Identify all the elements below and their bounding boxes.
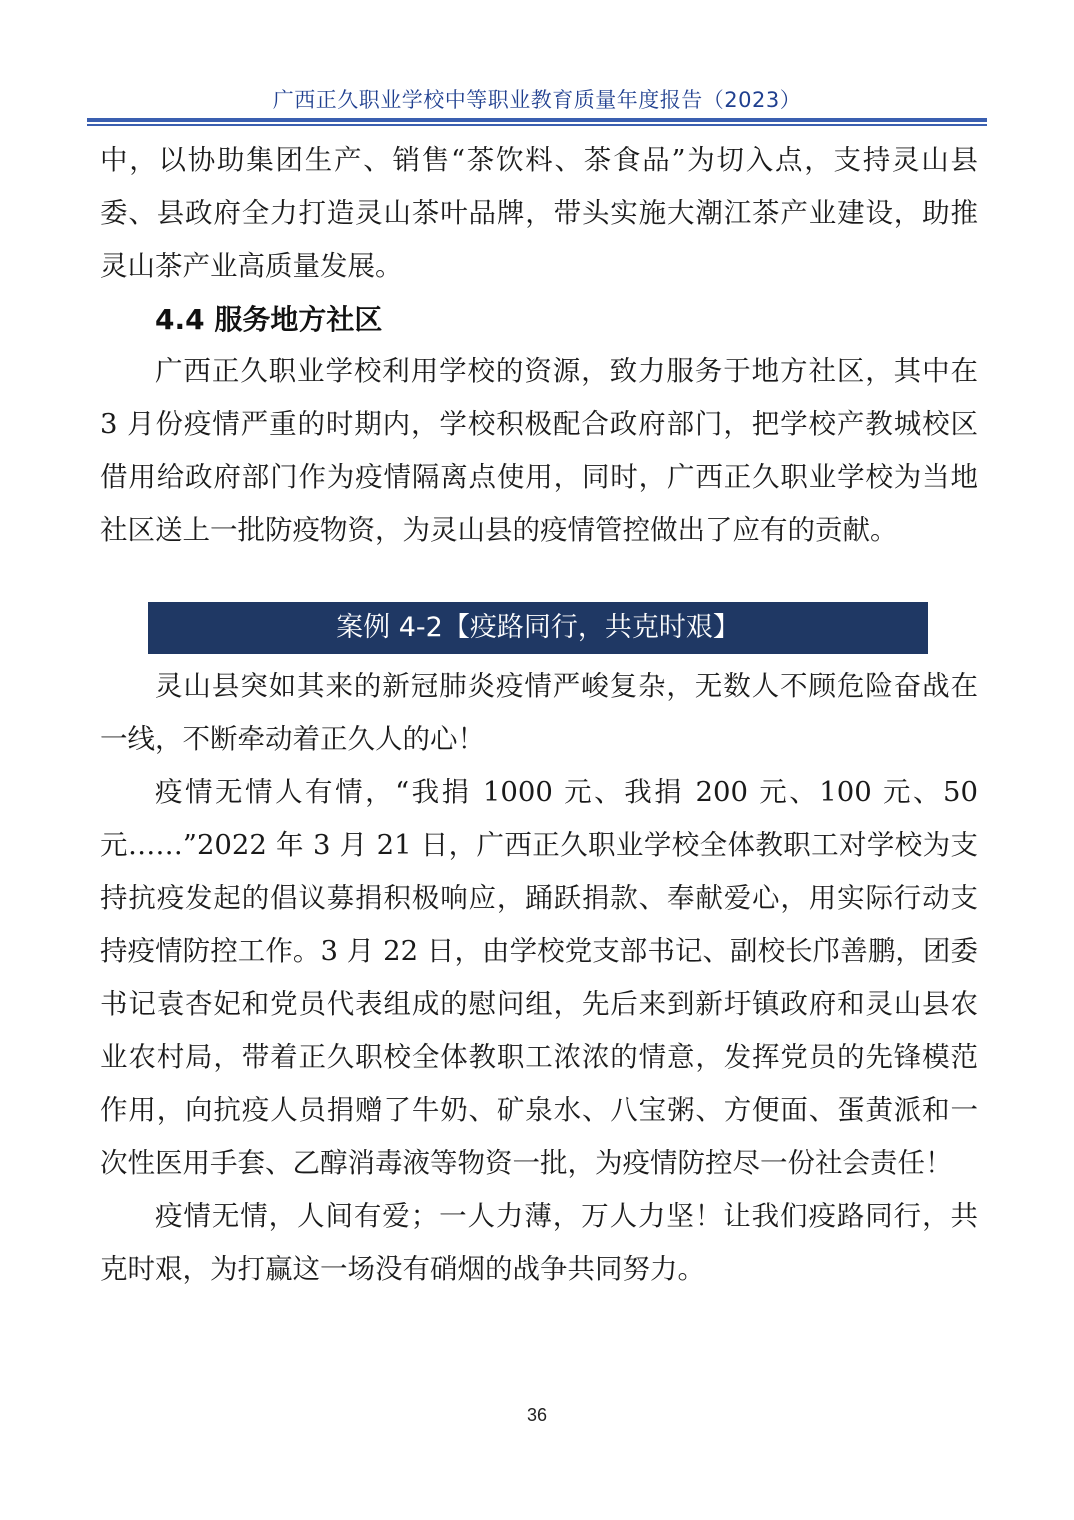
section-body	[100, 345, 978, 557]
continuation-block	[100, 134, 978, 293]
section-paragraph: 广西正久职业学校利用学校的资源，致力服务于地方社区，其中在 3 月份疫情严重的时期内，学校积极配合政府部门，把学校产教城校区借用给政府部门作为疫情隔离点使用，同时，广西正久职业学校为当地社区送上一批防疫物资，为灵山县的疫情管控做出了应有的贡献。	[100, 355, 978, 546]
case-paragraph-2: 疫情无情人有情，“我捐 1000 元、我捐 200 元、100 元、50 元……”2022 年 3 月 21 日，广西正久职业学校全体教职工对学校为支持抗疫发起的倡议募捐积极响应，踊跃捐款、奉献爱心，用实际行动支持疫情防控工作。3 月 22 日，由学校党支部书记、副校长邝善鹏，团委书记袁杏妃和党员代表组成的慰问组，先后来到新圩镇政府和灵山县农业农村局，带着正久职校全体教职工浓浓的情意，发挥党员的先锋模范作用，向抗疫人员捐赠了牛奶、矿泉水、八宝粥、方便面、蛋黄派和一次性医用手套、乙醇消毒液等物资一批，为疫情防控尽一份社会责任！	[100, 776, 978, 1179]
case-paragraph-1: 灵山县突如其来的新冠肺炎疫情严峻复杂，无数人不顾危险奋战在一线，不断牵动着正久人的心！	[100, 670, 978, 755]
header-rule-thin	[87, 124, 987, 126]
continuation-paragraph: 中，以协助集团生产、销售“茶饮料、茶食品”为切入点，支持灵山县委、县政府全力打造灵山茶叶品牌，带头实施大潮江茶产业建设，助推灵山茶产业高质量发展。	[100, 144, 978, 282]
page-header-title: 广西正久职业学校中等职业教育质量年度报告（2023）	[272, 88, 802, 112]
case-paragraph-3: 疫情无情，人间有爱；一人力薄，万人力坚！让我们疫路同行，共克时艰，为打赢这一场没有硝烟的战争共同努力。	[100, 1200, 978, 1285]
case-banner: 案例 4-2【疫路同行，共克时艰】	[148, 602, 928, 654]
page-number: 36	[526, 1405, 548, 1425]
header-rule-thick	[87, 118, 987, 122]
case-body	[100, 660, 978, 1296]
section-heading: 4.4 服务地方社区	[155, 303, 383, 336]
